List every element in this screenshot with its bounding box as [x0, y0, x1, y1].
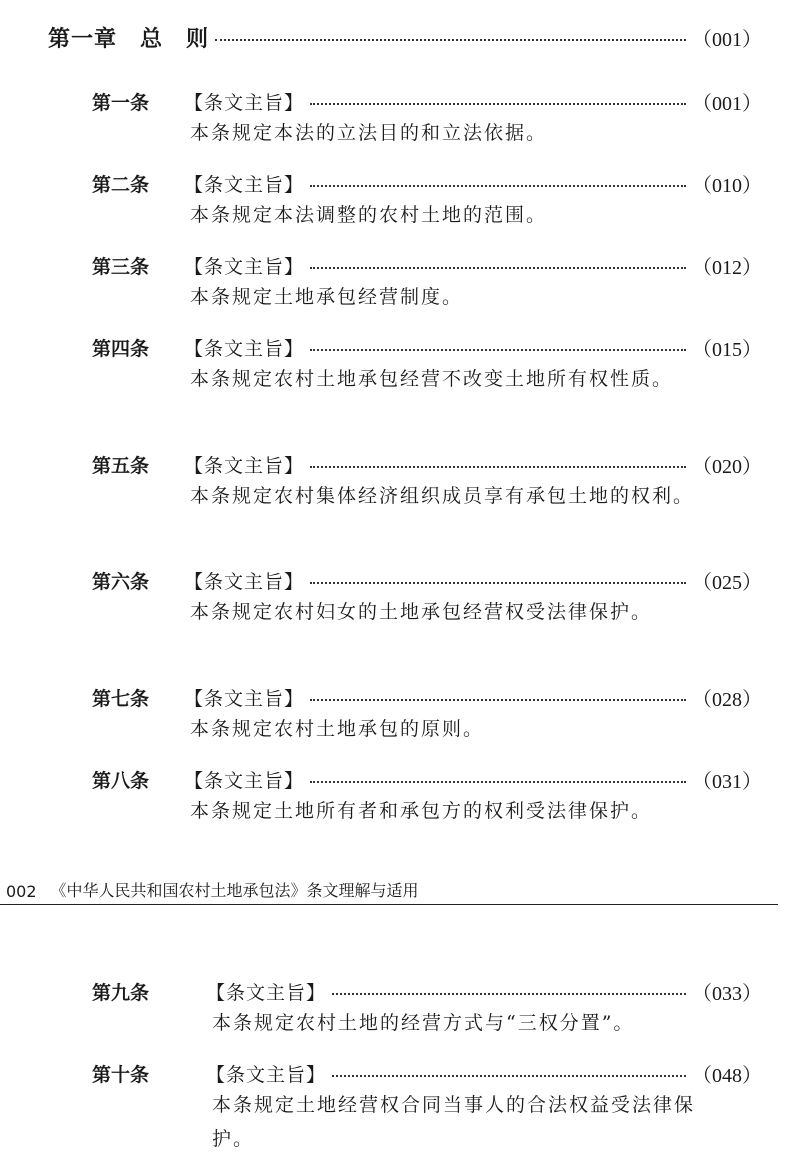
article-entry	[92, 976, 762, 1040]
article-entry	[92, 332, 762, 396]
article-description: 本条规定土地承包经营制度。	[190, 286, 464, 308]
book-title: 《中华人民共和国农村土地承包法》条文理解与适用	[50, 881, 419, 900]
article-tag: 【条文主旨】	[206, 981, 327, 1004]
leader-dots	[310, 582, 686, 584]
article-page-number: （010）	[692, 174, 762, 197]
article-description: 本条规定农村土地的经营方式与“三权分置”。	[212, 1012, 635, 1034]
article-description: 本条规定本法调整的农村土地的范围。	[190, 204, 548, 226]
article-tag: 【条文主旨】	[206, 1063, 327, 1086]
article-tag: 【条文主旨】	[184, 91, 305, 114]
article-tag: 【条文主旨】	[184, 570, 305, 593]
leader-dots	[332, 1075, 686, 1077]
article-number: 第二条	[92, 173, 150, 196]
article-entry	[92, 86, 762, 150]
article-number: 第四条	[92, 337, 150, 360]
article-page-number: （031）	[692, 770, 762, 793]
article-number: 第十条	[92, 1063, 150, 1086]
article-number: 第八条	[92, 769, 150, 792]
article-number: 第一条	[92, 91, 150, 114]
leader-dots	[310, 781, 686, 783]
leader-dots	[215, 39, 686, 41]
article-tag: 【条文主旨】	[184, 769, 305, 792]
folio-number: 002	[6, 882, 37, 901]
article-tag: 【条文主旨】	[184, 255, 305, 278]
article-page-number: （020）	[692, 455, 762, 478]
leader-dots	[332, 993, 686, 995]
leader-dots	[310, 699, 686, 701]
article-number: 第六条	[92, 570, 150, 593]
article-entry	[92, 1058, 762, 1156]
article-page-number: （001）	[692, 92, 762, 115]
page-footer	[0, 878, 778, 905]
article-description: 本条规定土地所有者和承包方的权利受法律保护。	[190, 800, 653, 822]
article-number: 第三条	[92, 255, 150, 278]
article-entry	[92, 682, 762, 746]
article-entry	[92, 168, 762, 232]
article-entry	[92, 449, 762, 513]
article-entry	[92, 250, 762, 314]
article-entry	[92, 565, 762, 629]
leader-dots	[310, 267, 686, 269]
article-page-number: （025）	[692, 571, 762, 594]
article-description: 本条规定农村妇女的土地承包经营权受法律保护。	[190, 601, 653, 623]
article-description: 本条规定土地经营权合同当事人的合法权益受法律保护。	[212, 1094, 696, 1150]
leader-dots	[310, 349, 686, 351]
article-description: 本条规定农村集体经济组织成员享有承包土地的权利。	[190, 485, 695, 507]
article-tag: 【条文主旨】	[184, 337, 305, 360]
article-description: 本条规定农村土地承包的原则。	[190, 718, 485, 740]
leader-dots	[310, 185, 686, 187]
article-number: 第七条	[92, 687, 150, 710]
leader-dots	[310, 103, 686, 105]
article-number: 第五条	[92, 454, 150, 477]
article-number: 第九条	[92, 981, 150, 1004]
chapter-heading	[48, 20, 762, 54]
article-page-number: （033）	[692, 982, 762, 1005]
article-description: 本条规定本法的立法目的和立法依据。	[190, 122, 548, 144]
article-page-number: （015）	[692, 338, 762, 361]
article-entry	[92, 764, 762, 828]
article-tag: 【条文主旨】	[184, 454, 305, 477]
article-page-number: （028）	[692, 688, 762, 711]
chapter-title: 第一章 总 则	[48, 26, 210, 52]
article-tag: 【条文主旨】	[184, 687, 305, 710]
article-page-number: （012）	[692, 256, 762, 279]
article-tag: 【条文主旨】	[184, 173, 305, 196]
chapter-page-number: （001）	[692, 28, 762, 51]
article-page-number: （048）	[692, 1064, 762, 1087]
article-description: 本条规定农村土地承包经营不改变土地所有权性质。	[190, 368, 674, 390]
leader-dots	[310, 466, 686, 468]
